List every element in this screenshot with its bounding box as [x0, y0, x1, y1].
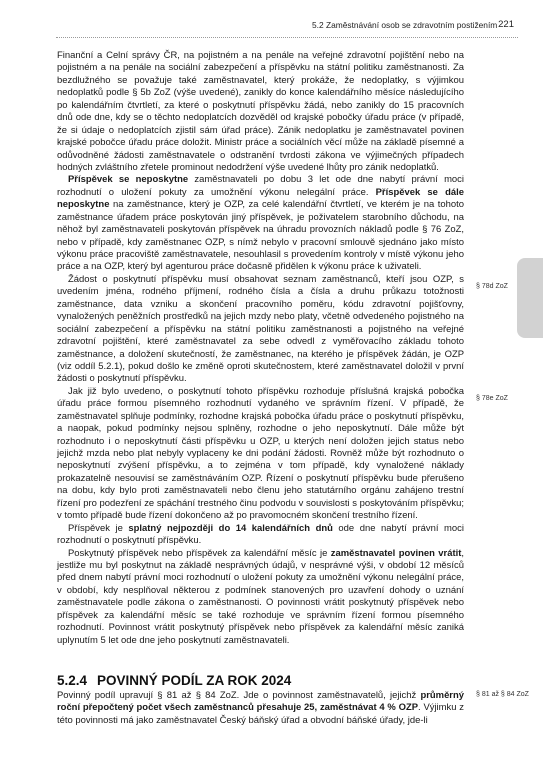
- page-number: 221: [498, 19, 514, 30]
- text-run: zaměstnavateli po dobu 3 let ode dne nabytí právní moci rozhodnutí o uložení pokuty za umožnění výkonu nelegální práce.: [57, 174, 464, 198]
- paragraph: [57, 50, 464, 174]
- text-run: , jestliže mu byl poskytnut na základě nesprávných údajů, v nesprávné výši, v období 12 měsíců před dnem nabytí právní moci rozhodnutí o uložení pokuty za umožnění výkonu nelegální práce, v období, kdy nesplňoval některou z podmínek stanovených pro uzavření dohody o uznání zaměstnavatele podle zákona o zaměstnanosti. O povinnosti vrátit poskytnutý příspěvek nebo příspěvek za kalendářní měsíc se také rozhoduje ve správním řízení formou písemného rozhodnutí. Povinnost vrátit poskytnutý příspěvek nebo příspěvek za kalendářní měsíc zaniká uplynutím 5 let ode dne jeho poskytnutí zaměstnavateli.: [57, 547, 464, 646]
- text-run: Povinný podíl upravují § 81 až § 84 ZoZ. Jde o povinnost zaměstnavatelů, jejichž: [57, 690, 421, 701]
- bold-text: splatný nejpozději do 14 kalendářních dnů: [128, 522, 333, 534]
- paragraph: [57, 523, 464, 548]
- margin-note: § 81 až § 84 ZoZ: [476, 691, 529, 698]
- text-run: Poskytnutý příspěvek nebo příspěvek za kalendářní měsíc je: [68, 547, 331, 559]
- section-heading: [57, 673, 291, 688]
- section-number: 5.2.4: [57, 673, 88, 688]
- text-run: . Výjimku z této povinnosti má jako zaměstnavatel Český báňský úřad a obvodní báňské úřady, jde-li: [57, 702, 465, 726]
- header-divider: [56, 37, 518, 38]
- bold-text: Příspěvek se neposkytne: [68, 174, 189, 186]
- running-header: 5.2 Zaměstnávání osob se zdravotním postižením: [312, 20, 498, 30]
- body-text: [57, 50, 464, 647]
- text-run: Jak již bylo uvedeno, o poskytnutí tohoto příspěvku rozhoduje příslušná krajská pobočka úřadu práce formou písemného rozhodnutí vydaného ve správním řízení. V případě, že zaměstnavatel splňuje podmínky, rozhodne krajská pobočka úřadu práce o poskytnutí příspěvku, a naopak, pokud podmínky nejsou splněny, rozhodne o jeho neposkytnutí. Dále může být rozhodnuto i o neposkytnutí části příspěvku u OZP, u kterých není doložen jejich status nebo jejichž mzda nebo plat nebyly vyplaceny ke dni podání žádosti. Rovněž může být rozhodnuto o neposkytnutí zvýšení příspěvku, a to zejména v tom případě, kdy vynaložené náklady prokazatelně nesouvisí se zaměstnáváním OZP. Řízení o poskytnutí příspěvku bude přerušeno na dobu, kdy bylo proti zaměstnavateli nebo členu jeho statutárního orgánu zahájeno trestní řízení pro podezření ze spáchání trestného činu podvodu v souvislosti s poskytováním příspěvku; v tomto případě bude řízení dokončeno až po pravomocném skončení trestního řízení.: [57, 385, 464, 522]
- text-run: ode dne nabytí právní moci rozhodnutí o poskytnutí příspěvku.: [57, 522, 464, 547]
- paragraph: [57, 274, 464, 386]
- margin-note: § 78d ZoZ: [476, 283, 508, 290]
- chapter-thumb-tab: [517, 258, 543, 338]
- section-body: [57, 690, 464, 727]
- section-title: POVINNÝ PODÍL ZA ROK 2024: [97, 673, 292, 688]
- text-run: Příspěvek je: [68, 522, 129, 534]
- bold-text: průměrný roční přepočtený počet všech zaměstnanců přesahuje 25, zaměstnávat 4 % OZP: [57, 690, 464, 714]
- paragraph: [57, 174, 464, 274]
- paragraph: [57, 548, 464, 648]
- bold-text: Příspěvek se dále neposkytne: [57, 186, 464, 211]
- margin-note: § 78e ZoZ: [476, 395, 508, 402]
- text-run: Žádost o poskytnutí příspěvku musí obsahovat seznam zaměstnanců, kteří jsou OZP, s uvedením jména, rodného příjmení, rodného čísla a čísla a druhu průkazu totožnosti zaměstnance, data vzniku a skončení pracovního poměru, kódu zdravotní pojišťovny, vynaložených peněžních prostředků na jejich mzdy nebo platy, včetně odvedeného pojistného na sociální zabezpečení a příspěvku na státní politiku zaměstnanosti a pojistného na veřejné zdravotní pojištění, které zaměstnavatel za sebe odvedl z vyměřovacího základu tohoto zaměstnance, a doložení skutečností, že zaměstnanec, na kterého je příspěvek žádán, je OZP (viz oddíl 5.2.1), pokud došlo ke změně oproti skutečnostem, které zaměstnavatel doložil v první žádosti o poskytnutí příspěvku.: [57, 273, 464, 385]
- paragraph: [57, 386, 464, 523]
- text-run: na zaměstnance, který je OZP, za celé kalendářní čtvrtletí, ve kterém je na tohoto zaměstnance úřadem práce poskytován jiný příspěvek, je poživatelem starobního důchodu, na něhož byl zaměstnavateli poskytován příspěvek na úhradu provozních nákladů podle § 76 ZoZ, nebo v případě, kdy zaměstnanec OZP, s nímž nebylo v pracovní smlouvě sjednáno jako místo výkonu práce pracoviště zaměstnavatele, nesouhlasil s provedením kontroly v místě výkonu jeho práce a na OZP, který byl agenturou práce dočasně přidělen k výkonu práce k uživateli.: [57, 199, 464, 273]
- paragraph: [57, 690, 464, 727]
- bold-text: zaměstnavatel povinen vrátit: [330, 547, 462, 559]
- text-run: Finanční a Celní správy ČR, na pojistném a na penále na veřejné zdravotní pojištění nebo na pojistném a na penále na sociální zabezpečení a příspěvku na státní politiku zaměstnanosti. Za bezdlužného se považuje také zaměstnavatel, který prokáže, že nedoplatky, s výjimkou nedoplatků podle § 5b ZoZ (výše uvedené), zanikly do konce kalendářního měsíce následujícího po kalendářním čtvrtletí, za které o poskytnutí příspěvku žádá, nebo zanikly do 15 pracovních dnů ode dne, kdy se o těchto nedoplatcích dozvěděl od krajské pobočky úřadu práce (v případě, že si údaje o nedoplatcích zjistil sám úřad práce). Zánik nedoplatku je zaměstnavatel povinen krajské pobočce úřadu práce doložit. Ministr práce a sociálních věcí může na základě písemné a odůvodněné žádosti zaměstnavatele o odstranění tvrdosti zákona ve výjimečných případech hodných zvláštního zřetele prominout nedodržení výše uvedené lhůty pro zánik nedoplatků.: [57, 50, 464, 173]
